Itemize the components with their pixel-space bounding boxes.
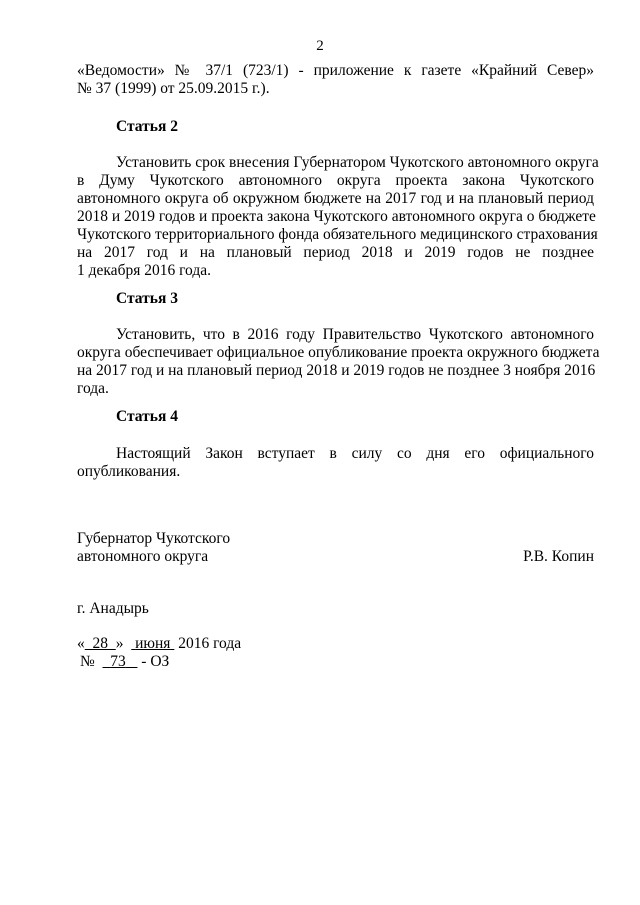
article-2-line: 1 декабря 2016 года. (77, 262, 211, 279)
date-day: 28 (92, 635, 108, 652)
date-open-quote: « (77, 635, 85, 652)
article-3-heading: Статья 3 (116, 290, 178, 307)
article-3-line: на 2017 год и на плановый период 2018 и 2019 годов не позднее 3 ноября 2016 (77, 362, 596, 379)
date-close-quote: » (115, 635, 124, 652)
article-4-heading: Статья 4 (116, 408, 178, 425)
article-3-line: округа обеспечивает официальное опубликование проекта окружного бюджета (77, 344, 600, 361)
article-2-line: Чукотского территориального фонда обязательного медицинского страхования (77, 226, 598, 243)
article-2-line: на 2017 год и на плановый период 2018 и 2019 годов не позднее (77, 244, 594, 261)
signatory-name: Р.В. Копин (523, 548, 594, 565)
signatory-title-line-2: автономного округа (77, 548, 209, 565)
law-number-value: 73 (110, 653, 126, 670)
date-month: июня (135, 635, 171, 652)
article-4-line: Настоящий Закон вступает в силу со дня его официального (116, 445, 594, 462)
article-2-heading: Статья 2 (116, 118, 178, 135)
law-number (80, 653, 169, 671)
place-of-signing: г. Анадырь (77, 600, 149, 617)
article-3-line: Установить, что в 2016 году Правительство Чукотского автономного (116, 326, 594, 343)
date-year: 2016 года (178, 635, 242, 652)
intro-line-1: «Ведомости» № 37/1 (723/1) - приложение к газете «Крайний Север» (77, 62, 594, 79)
page-number: 2 (316, 38, 324, 54)
signatory-title-line-1: Губернатор Чукотского (77, 530, 231, 547)
article-2-line: в Думу Чукотского автономного округа проекта закона Чукотского (77, 172, 594, 189)
article-2-line: 2018 и 2019 годов и проекта закона Чукотского автономного округа о бюджете (77, 208, 596, 225)
article-2-line: автономного округа об окружном бюджете на 2017 год и на плановый период (77, 190, 594, 207)
intro-line-2: № 37 (1999) от 25.09.2015 г.). (77, 80, 270, 97)
law-number-prefix: № (80, 653, 95, 670)
law-number-suffix: - ОЗ (141, 653, 170, 670)
signing-date (77, 635, 241, 653)
article-4-line: опубликования. (77, 463, 181, 480)
article-2-line: Установить срок внесения Губернатором Чукотского автономного округа (116, 154, 599, 171)
article-3-line: года. (77, 380, 109, 397)
